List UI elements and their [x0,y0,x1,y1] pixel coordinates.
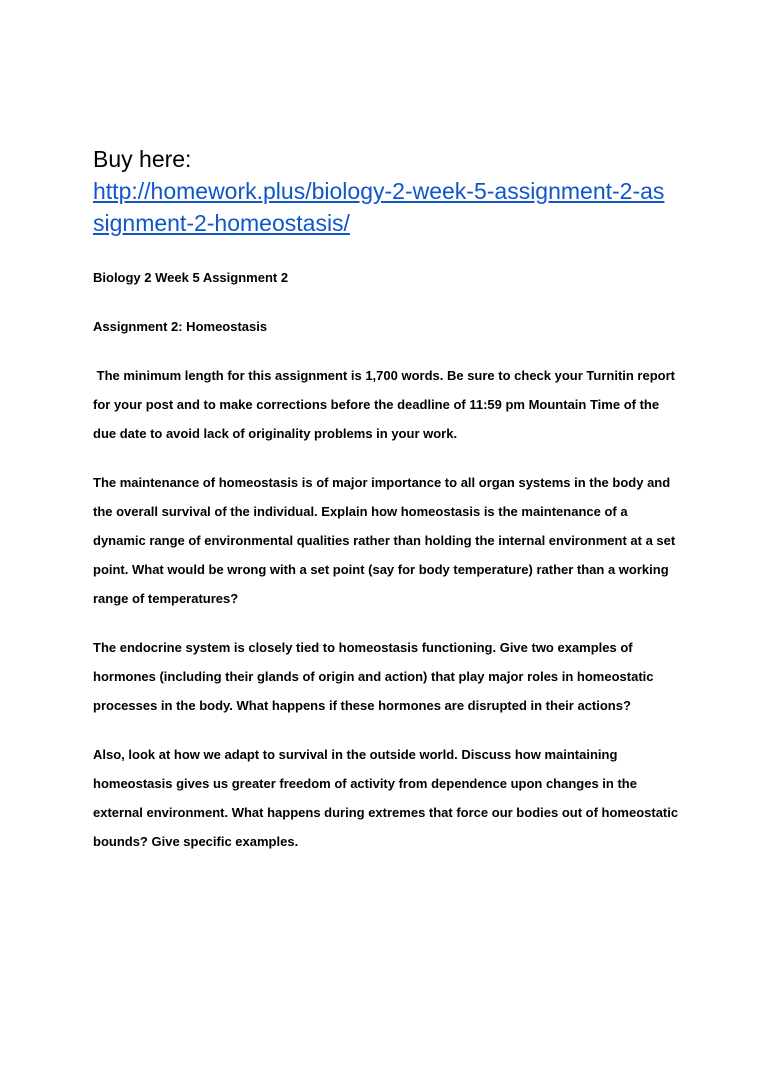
paragraph-endocrine-question: The endocrine system is closely tied to homeostasis functioning. Give two examples of hormones (including their glands of origin and action) that play major roles in homeostatic processes in the body. What happens if these hormones are disrupted in their actions? [93,640,654,713]
document-content [93,143,683,856]
buy-here-label: Buy here: [93,146,192,172]
paragraph-length-requirement: The minimum length for this assignment is 1,700 words. Be sure to check your Turnitin report for your post and to make corrections before the deadline of 11:59 pm Mountain Time of the due date to avoid lack of originality problems in your work. [93,368,679,441]
course-title: Biology 2 Week 5 Assignment 2 [93,270,289,285]
paragraph-adaptation-question: Also, look at how we adapt to survival in the outside world. Discuss how maintaining homeostasis gives us greater freedom of activity from dependence upon changes in the external environment. What happens during extremes that force our bodies out of homeostatic bounds? Give specific examples. [93,747,679,849]
purchase-link[interactable]: http://homework.plus/biology-2-week-5-assignment-2-assignment-2-homeostasis/ [93,178,665,236]
paragraph-homeostasis-question: The maintenance of homeostasis is of major importance to all organ systems in the body and the overall survival of the individual. Explain how homeostasis is the maintenance of a dynamic range of environmental qualities rather than holding the internal environment at a set point. What would be wrong with a set point (say for body temperature) rather than a working range of temperatures? [93,475,676,606]
assignment-title: Assignment 2: Homeostasis [93,319,268,334]
